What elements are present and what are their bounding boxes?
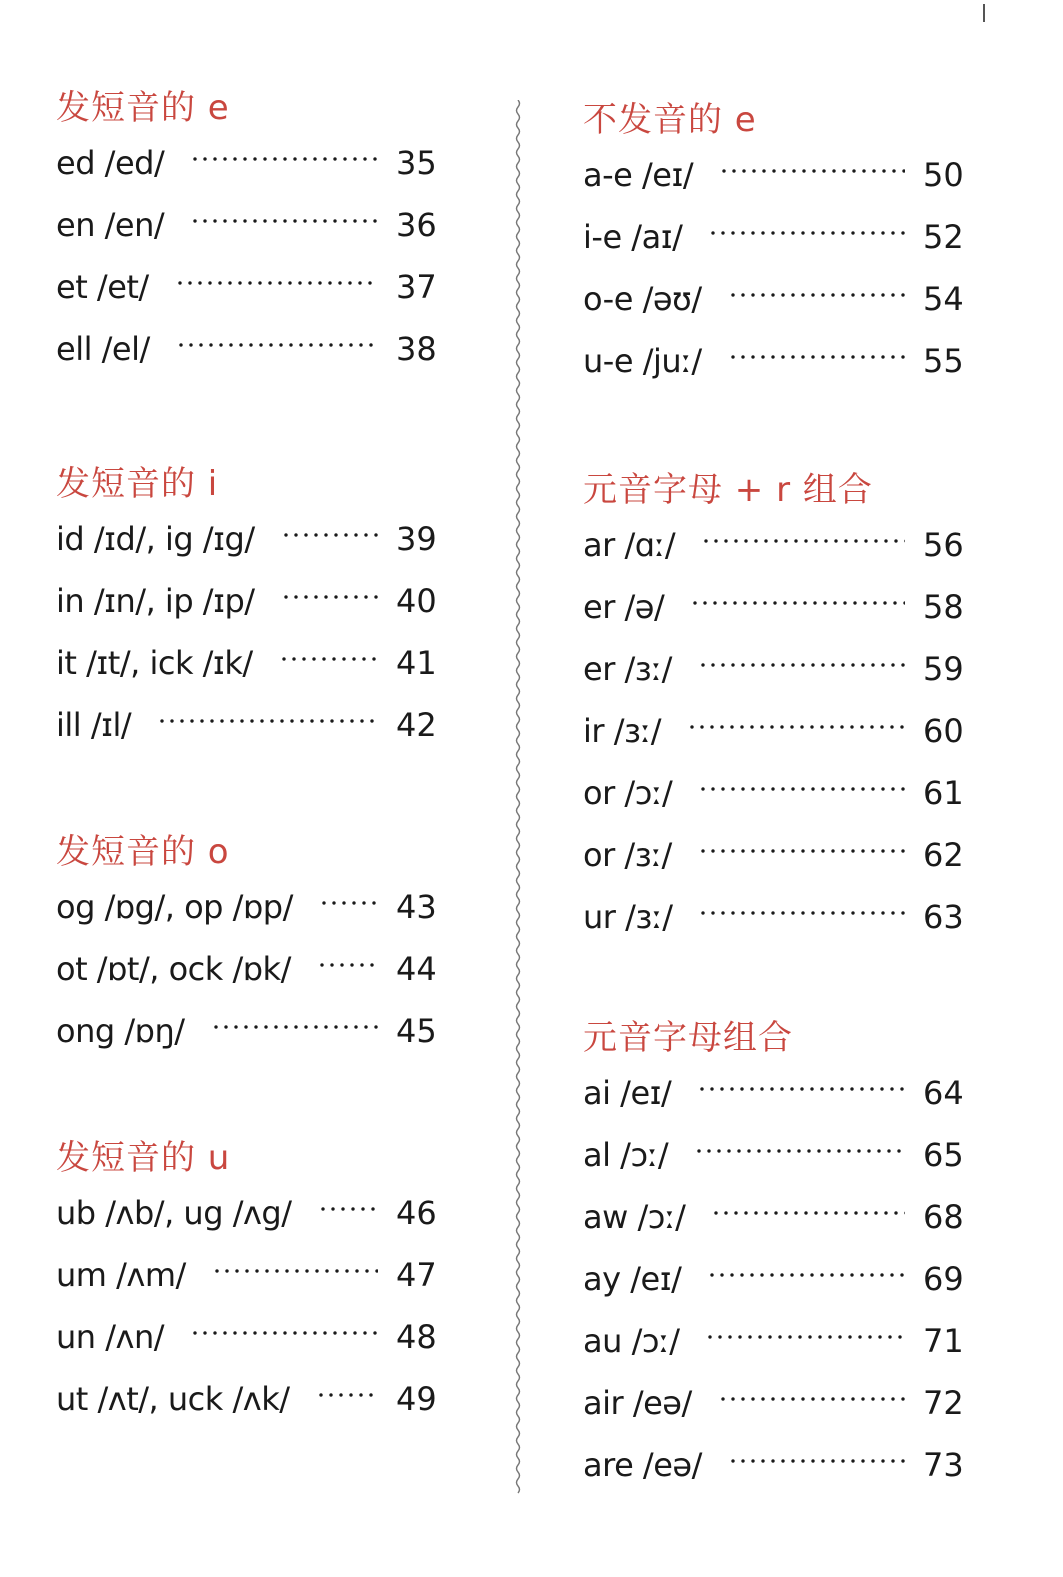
entry-label: er /ɜː/ [583, 650, 672, 688]
entry-page-number: 63 [923, 898, 964, 936]
section-vowel-r [583, 466, 975, 948]
dot-leader [190, 157, 378, 161]
entry-label: aw /ɔː/ [583, 1198, 686, 1236]
entry-page-number: 40 [396, 582, 437, 620]
toc-entry[interactable] [583, 1310, 975, 1372]
dot-leader [698, 911, 905, 915]
dot-leader [175, 281, 378, 285]
entry-label: en /en/ [56, 206, 165, 244]
section-short-i [56, 460, 448, 756]
entry-label: in /ɪn/, ip /ɪp/ [56, 582, 255, 620]
entry-label: a-e /eɪ/ [583, 156, 694, 194]
toc-entry[interactable] [583, 1062, 975, 1124]
dot-leader [719, 169, 905, 173]
entry-page-number: 50 [923, 156, 964, 194]
dot-leader [190, 219, 378, 223]
entry-page-number: 47 [396, 1256, 437, 1294]
dot-leader [319, 901, 378, 905]
entry-page-number: 62 [923, 836, 964, 874]
toc-entry[interactable] [56, 632, 448, 694]
dot-leader [698, 849, 905, 853]
section-title: 元音字母 + r 组合 [583, 470, 873, 510]
entry-label: et /et/ [56, 268, 149, 306]
entry-label: au /ɔː/ [583, 1322, 680, 1360]
section-title: 发短音的 o [56, 832, 230, 872]
entry-label: it /ɪt/, ick /ɪk/ [56, 644, 253, 682]
toc-entry[interactable] [56, 1306, 448, 1368]
entry-page-number: 60 [923, 712, 964, 750]
entry-page-number: 65 [923, 1136, 964, 1174]
section-vowel-combinations [583, 1014, 975, 1496]
dot-leader [317, 963, 378, 967]
dot-leader [701, 539, 905, 543]
entry-label: or /ɔː/ [583, 774, 673, 812]
toc-entry[interactable] [583, 514, 975, 576]
toc-entry[interactable] [583, 330, 975, 392]
entry-label: al /ɔː/ [583, 1136, 669, 1174]
entry-label: er /ə/ [583, 588, 665, 626]
dot-leader [728, 293, 905, 297]
toc-entry[interactable] [583, 144, 975, 206]
entry-page-number: 43 [396, 888, 437, 926]
toc-entry[interactable] [583, 1434, 975, 1496]
section-title: 发短音的 i [56, 464, 219, 504]
entry-label: ell /el/ [56, 330, 150, 368]
section-title: 不发音的 e [583, 100, 757, 140]
entry-page-number: 36 [396, 206, 437, 244]
entry-label: or /ɜː/ [583, 836, 672, 874]
dot-leader [176, 343, 378, 347]
entry-page-number: 46 [396, 1194, 437, 1232]
entry-label: are /eə/ [583, 1446, 702, 1484]
entry-page-number: 39 [396, 520, 437, 558]
entry-label: og /ɒg/, op /ɒp/ [56, 888, 293, 926]
entry-label: i-e /aɪ/ [583, 218, 683, 256]
toc-entry[interactable] [583, 1248, 975, 1310]
toc-entry[interactable] [56, 1182, 448, 1244]
entry-page-number: 69 [923, 1260, 964, 1298]
toc-entry[interactable] [583, 268, 975, 330]
dot-leader [157, 719, 378, 723]
entry-page-number: 52 [923, 218, 964, 256]
toc-entry[interactable] [583, 576, 975, 638]
entry-page-number: 54 [923, 280, 964, 318]
toc-entry[interactable] [583, 1186, 975, 1248]
toc-entry[interactable] [583, 824, 975, 886]
toc-entry[interactable] [56, 570, 448, 632]
entry-page-number: 35 [396, 144, 437, 182]
section-short-e [56, 84, 448, 380]
entry-label: ai /eɪ/ [583, 1074, 672, 1112]
toc-entry[interactable] [56, 318, 448, 380]
corner-mark [983, 4, 985, 22]
entry-label: ir /ɜː/ [583, 712, 662, 750]
dot-leader [705, 1335, 905, 1339]
dot-leader [728, 355, 905, 359]
column-divider [508, 100, 528, 1495]
section-short-u [56, 1134, 448, 1430]
entry-page-number: 48 [396, 1318, 437, 1356]
toc-entry[interactable] [56, 876, 448, 938]
entry-label: o-e /əʊ/ [583, 280, 702, 318]
dot-leader [728, 1459, 905, 1463]
toc-entry[interactable] [56, 1244, 448, 1306]
section-title: 元音字母组合 [583, 1018, 793, 1058]
dot-leader [190, 1331, 378, 1335]
entry-label: ay /eɪ/ [583, 1260, 682, 1298]
section-silent-e [583, 96, 975, 392]
dot-leader [281, 595, 378, 599]
entry-page-number: 68 [923, 1198, 964, 1236]
dot-leader [318, 1207, 379, 1211]
entry-label: u-e /juː/ [583, 342, 702, 380]
entry-page-number: 42 [396, 706, 437, 744]
entry-label: ur /ɜː/ [583, 898, 673, 936]
entry-label: ar /ɑː/ [583, 526, 676, 564]
toc-entry[interactable] [56, 194, 448, 256]
entry-page-number: 49 [396, 1380, 437, 1418]
entry-label: un /ʌn/ [56, 1318, 165, 1356]
entry-label: ut /ʌt/, uck /ʌk/ [56, 1380, 290, 1418]
toc-entry[interactable] [583, 762, 975, 824]
toc-entry[interactable] [583, 1124, 975, 1186]
dot-leader [281, 533, 378, 537]
dot-leader [316, 1393, 379, 1397]
entry-page-number: 64 [923, 1074, 964, 1112]
entry-page-number: 72 [923, 1384, 964, 1422]
entry-page-number: 41 [396, 644, 437, 682]
entry-page-number: 58 [923, 588, 964, 626]
toc-entry[interactable] [583, 1372, 975, 1434]
toc-entry[interactable] [583, 886, 975, 948]
dot-leader [212, 1269, 378, 1273]
section-title: 发短音的 u [56, 1138, 231, 1178]
entry-page-number: 45 [396, 1012, 437, 1050]
entry-page-number: 61 [923, 774, 964, 812]
toc-entry[interactable] [56, 938, 448, 1000]
toc-entry[interactable] [56, 256, 448, 318]
entry-label: um /ʌm/ [56, 1256, 186, 1294]
entry-page-number: 38 [396, 330, 437, 368]
entry-page-number: 55 [923, 342, 964, 380]
entry-page-number: 73 [923, 1446, 964, 1484]
section-short-o [56, 828, 448, 1062]
section-title: 发短音的 e [56, 88, 230, 128]
entry-page-number: 37 [396, 268, 437, 306]
entry-page-number: 56 [923, 526, 964, 564]
entry-page-number: 44 [396, 950, 437, 988]
dot-leader [711, 1211, 905, 1215]
dot-leader [694, 1149, 905, 1153]
dot-leader [687, 725, 905, 729]
toc-entry[interactable] [56, 1368, 448, 1430]
entry-label: ed /ed/ [56, 144, 165, 182]
dot-leader [708, 231, 905, 235]
entry-label: ub /ʌb/, ug /ʌg/ [56, 1194, 292, 1232]
toc-entry[interactable] [583, 700, 975, 762]
dot-leader [211, 1025, 379, 1029]
dot-leader [279, 657, 378, 661]
entry-label: ot /ɒt/, ock /ɒk/ [56, 950, 291, 988]
dot-leader [698, 663, 905, 667]
toc-entry[interactable] [56, 132, 448, 194]
entry-page-number: 59 [923, 650, 964, 688]
dot-leader [690, 601, 905, 605]
toc-entry[interactable] [56, 508, 448, 570]
toc-entry[interactable] [56, 694, 448, 756]
toc-entry[interactable] [56, 1000, 448, 1062]
entry-page-number: 71 [923, 1322, 964, 1360]
dot-leader [707, 1273, 905, 1277]
entry-label: air /eə/ [583, 1384, 692, 1422]
entry-label: id /ɪd/, ig /ɪg/ [56, 520, 255, 558]
dot-leader [718, 1397, 905, 1401]
toc-entry[interactable] [583, 206, 975, 268]
toc-entry[interactable] [583, 638, 975, 700]
entry-label: ill /ɪl/ [56, 706, 132, 744]
entry-label: ong /ɒŋ/ [56, 1012, 185, 1050]
dot-leader [698, 787, 905, 791]
dot-leader [697, 1087, 905, 1091]
